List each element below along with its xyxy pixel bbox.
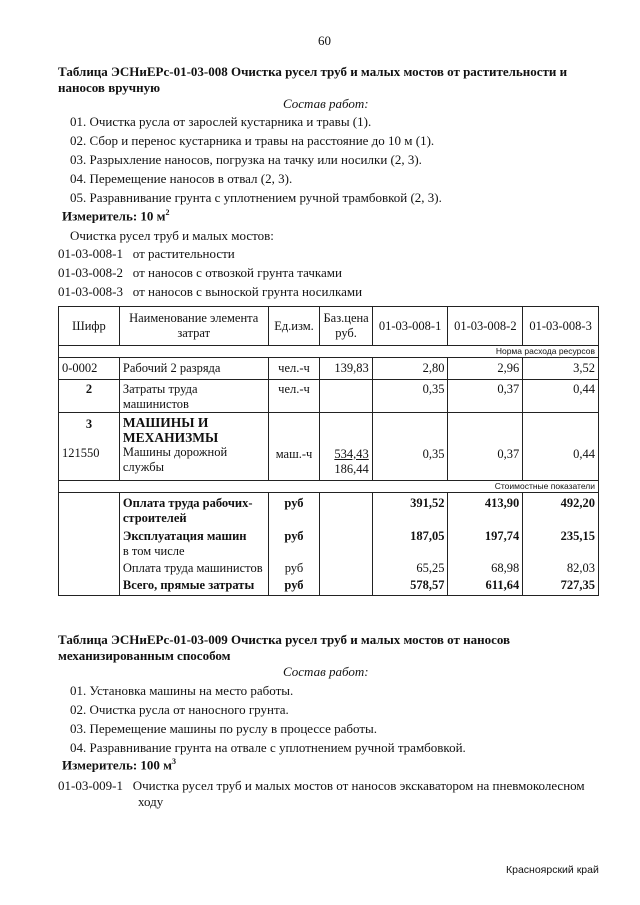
cell-unit: чел.-ч [268, 380, 320, 413]
cell-value: 578,57 [372, 576, 448, 596]
cell-code [59, 493, 120, 527]
cell-price [320, 413, 372, 481]
header-code-2: 01-03-008-2 [448, 307, 523, 346]
cell-value: 65,25 [372, 559, 448, 576]
measure-sup: 2 [165, 208, 170, 217]
code-desc: Очистка русел труб и малых мостов от наносов экскаватором на пневмоколесном [132, 778, 585, 793]
resource-table [58, 306, 599, 596]
work-item: 04. Разравнивание грунта на отвале с уплотнением ручной трамбовкой. [70, 740, 466, 755]
footer-region: Красноярский край [506, 864, 599, 876]
header-code-1: 01-03-008-1 [372, 307, 448, 346]
table1-title-line1: Таблица ЭСНиЕРс-01-03-008 Очистка русел труб и малых мостов от растительности и [58, 64, 568, 79]
code-id: 01-03-009-1 [58, 778, 123, 793]
cell-price [320, 526, 372, 559]
code-line [58, 284, 362, 300]
header-price: Баз.цена руб. [320, 307, 372, 346]
table-row [59, 526, 599, 559]
cell-value: 197,74 [448, 526, 523, 559]
cell-code [59, 413, 120, 481]
cell-value: 391,52 [372, 493, 448, 527]
measure-unit [62, 757, 176, 773]
cell-name: Всего, прямые затраты [119, 576, 268, 596]
cell-value: 68,98 [448, 559, 523, 576]
table-header-row [59, 307, 599, 346]
cell-price [320, 576, 372, 596]
cost-note: Стоимостные показатели [59, 481, 599, 493]
cell-name: Затраты труда машинистов [119, 380, 268, 413]
cell-value: 0,44 [523, 413, 599, 481]
cell-name: Рабочий 2 разряда [119, 358, 268, 380]
table1-title-line2: наносов вручную [58, 80, 161, 95]
machine-code: 121550 [62, 446, 100, 460]
table-row [59, 380, 599, 413]
cell-value: 3,52 [523, 358, 599, 380]
cell-value: 413,90 [448, 493, 523, 527]
measure-label: Измеритель: 100 м [62, 757, 173, 773]
cell-value: 2,96 [448, 358, 523, 380]
table2-title-line1: Таблица ЭСНиЕРс-01-03-009 Очистка русел труб и малых мостов от наносов [58, 632, 511, 647]
code-id: 01-03-008-3 [58, 284, 123, 299]
cell-unit: чел.-ч [268, 358, 320, 380]
work-item: 04. Перемещение наносов в отвал (2, 3). [70, 171, 293, 186]
cell-code [59, 576, 120, 596]
cell-unit: руб [268, 526, 320, 559]
cell-value: 2,80 [372, 358, 448, 380]
cell-price [320, 493, 372, 527]
work-item: 01. Очистка русла от зарослей кустарника и травы (1). [70, 114, 372, 129]
code-desc: от наносов с отвозкой грунта тачками [132, 265, 342, 280]
table2-title-line2: механизированным способом [58, 648, 231, 663]
table-row [59, 559, 599, 576]
cell-value: 82,03 [523, 559, 599, 576]
cell-name: Оплата труда рабочих- строителей [119, 493, 268, 527]
cell-unit: маш.-ч [268, 413, 320, 481]
table-row [59, 358, 599, 380]
code-desc-cont: ходу [138, 794, 164, 809]
work-item: 01. Установка машины на место работы. [70, 683, 294, 698]
group-code: 3 [85, 417, 93, 431]
price-2: 186,44 [334, 462, 369, 476]
code-id: 01-03-008-2 [58, 265, 123, 280]
cell-value: 187,05 [372, 526, 448, 559]
cell-price [320, 559, 372, 576]
measure-unit [62, 208, 170, 224]
norm-note: Норма расхода ресурсов [59, 346, 599, 358]
norm-note-row [59, 346, 599, 358]
header-code-3: 01-03-008-3 [523, 307, 599, 346]
cell-code [59, 559, 120, 576]
cell-code [59, 526, 120, 559]
table-row [59, 493, 599, 527]
group-name: МАШИНЫ И МЕХАНИЗМЫ [122, 415, 219, 445]
code-desc: от растительности [132, 246, 235, 261]
code-line [58, 778, 585, 794]
code-line [58, 265, 342, 281]
code-line [58, 246, 235, 262]
measure-label: Измеритель: 10 м [62, 208, 166, 224]
cell-unit: руб [268, 559, 320, 576]
page-number: 60 [318, 33, 331, 48]
cell-name: Оплата труда машинистов [119, 559, 268, 576]
machine-name: Машины дорожной службы [122, 445, 228, 474]
cell-unit: руб [268, 576, 320, 596]
work-item: 03. Разрыхление наносов, погрузка на тачку или носилки (2, 3). [70, 152, 422, 167]
cell-price [320, 380, 372, 413]
cell-value: 0,44 [523, 380, 599, 413]
header-name: Наименование элемента затрат [119, 307, 268, 346]
cell-value: 0,35 [372, 413, 448, 481]
cell-price: 139,83 [320, 358, 372, 380]
cell-value: 611,64 [448, 576, 523, 596]
cell-value: 0,37 [448, 413, 523, 481]
intro-text: Очистка русел труб и малых мостов: [70, 228, 274, 243]
header-unit: Ед.изм. [268, 307, 320, 346]
cell-value: 492,20 [523, 493, 599, 527]
code-desc: от наносов с выноской грунта носилками [132, 284, 363, 299]
work-item: 02. Очистка русла от наносного грунта. [70, 702, 289, 717]
work-item: 02. Сбор и перенос кустарника и травы на расстояние до 10 м (1). [70, 133, 435, 148]
cell-name: Эксплуатация машин в том числе [119, 526, 268, 559]
cost-note-row [59, 481, 599, 493]
cell-unit: руб [268, 493, 320, 527]
table-row [59, 413, 599, 481]
measure-sup: 3 [172, 757, 177, 766]
composition-heading: Состав работ: [283, 664, 369, 679]
table-row [59, 576, 599, 596]
cell-name [119, 413, 268, 481]
work-item: 03. Перемещение машины по руслу в процессе работы. [70, 721, 377, 736]
price-1: 534,43 [334, 447, 369, 461]
cell-value: 0,37 [448, 380, 523, 413]
header-cipher: Шифр [59, 307, 120, 346]
code-id: 01-03-008-1 [58, 246, 123, 261]
cell-value: 235,15 [523, 526, 599, 559]
cell-value: 0,35 [372, 380, 448, 413]
cell-value: 727,35 [523, 576, 599, 596]
work-item: 05. Разравнивание грунта с уплотнением ручной трамбовкой (2, 3). [70, 190, 442, 205]
cell-code: 0-0002 [59, 358, 120, 380]
cell-code: 2 [59, 380, 120, 413]
composition-heading: Состав работ: [283, 96, 369, 111]
